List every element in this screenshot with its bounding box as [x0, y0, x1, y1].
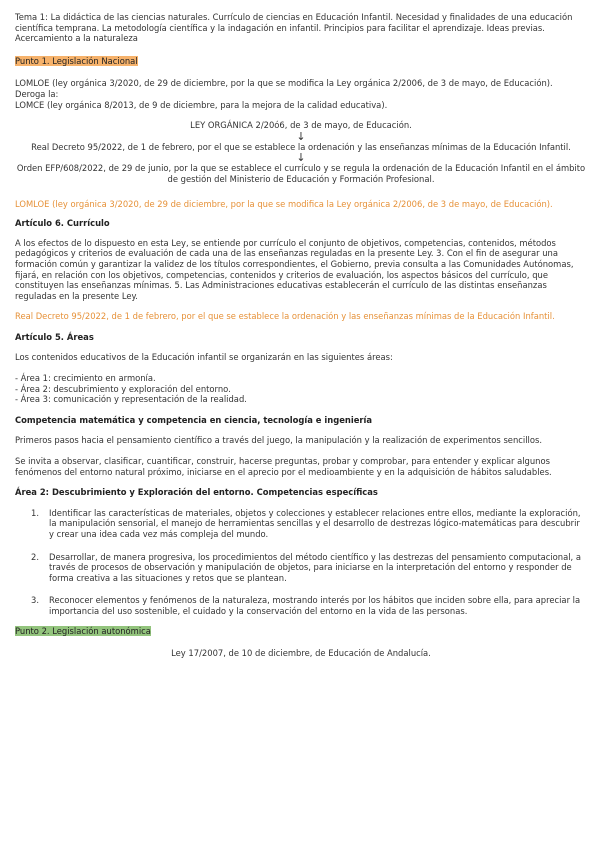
real-decreto-95-2022: Real Decreto 95/2022, de 1 de febrero, por el que se establece la ordenación y las enseñanzas mínimas de la Educación Infantil.: [31, 141, 571, 152]
lomloe-line: LOMLOE (ley orgánica 3/2020, de 29 de diciembre, por la que se modifica la Ley orgánica 2/2006, de 3 de mayo, de Educación).: [15, 78, 553, 89]
ley-17-2007: Ley 17/2007, de 10 de diciembre, de Educación de Andalucía.: [171, 648, 431, 659]
list-item: [15, 552, 583, 584]
section-heading-punto-1: Punto 1. Legislación Nacional: [15, 55, 138, 66]
lomce-line: LOMCE (ley orgánica 8/2013, de 9 de diciembre, para la mejora de la calidad educativa).: [15, 99, 388, 110]
real-decreto-orange-heading: Real Decreto 95/2022, de 1 de febrero, por el que se establece la ordenación y las enseñanzas mínimas de la Educación Infantil.: [15, 311, 555, 322]
areas-list: [15, 373, 587, 405]
list-item: - Área 3: comunicación y representación de la realidad.: [15, 394, 247, 405]
list-number: 3.: [31, 595, 39, 606]
list-item: - Área 1: crecimiento en armonía.: [15, 373, 156, 384]
list-item: - Área 2: descubrimiento y exploración del entorno.: [15, 383, 231, 394]
competencias-list: [15, 508, 587, 617]
intro-paragraph: Tema 1: La didáctica de las ciencias naturales. Currículo de ciencias en Educación Infantil. Necesidad y finalidades de una educación científica temprana. La metodología científica y la indagación en infantil. Principios para facilitar el aprendizaje. Ideas previas. Acercamiento a la naturaleza: [15, 12, 573, 44]
deroga-line: Deroga la:: [15, 88, 59, 99]
section-heading-punto-2: Punto 2. Legislación autonómica: [15, 625, 151, 636]
articulo-5-title: Artículo 5. Áreas: [15, 331, 94, 342]
list-text: Reconocer elementos y fenómenos de la naturaleza, mostrando interés por los hábitos que inciden sobre ella, para apreciar la importancia del uso sostenible, el cuidado y la conservación del entorno en la vida de las personas.: [49, 595, 581, 616]
competencia-title: Competencia matemática y competencia en ciencia, tecnología e ingeniería: [15, 414, 373, 425]
competencia-paragraph-1: Primeros pasos hacia el pensamiento científico a través del juego, la manipulación y la realización de experimentos sencillos.: [15, 435, 543, 446]
list-number: 1.: [31, 507, 39, 518]
area-2-title: Área 2: Descubrimiento y Exploración del entorno. Competencias específicas: [15, 487, 378, 498]
articulo-6-body: A los efectos de lo dispuesto en esta Ley, se entiende por currículo el conjunto de objetivos, competencias, contenidos, métodos pedagógicos y criterios de evaluación de cada una de las enseñanzas reguladas en la presente Ley. 3. Con el fin de asegurar una formación común y garantizar la validez de los títulos correspondientes, el Gobierno, previa consulta a las Comunidades Autónomas, fijará, en relación con los objetivos, competencias, contenidos y criterios de evaluación, los aspectos básicos del currículo, que constituyen las enseñanzas mínimas. 5. Las Administraciones educativas establecerán el currículo de las distintas enseñanzas reguladas en la presente Ley.: [15, 237, 574, 301]
list-item: [15, 508, 583, 540]
competencia-paragraph-2: Se invita a observar, clasificar, cuantificar, construir, hacerse preguntas, probar y comprobar, para entender y explicar algunos fenómenos del entorno natural próximo, iniciarse en el aprecio por el medioambiente y en la adquisición de hábitos saludables.: [15, 456, 552, 477]
list-text: Desarrollar, de manera progresiva, los procedimientos del método científico y las destrezas del pensamiento computacional, a través de procesos de observación y manipulación de objetos, para iniciarse en la interpretación del entorno y responder de forma creativa a las situaciones y retos que se plantean.: [49, 551, 582, 583]
down-arrow-icon: ↓: [296, 129, 306, 143]
down-arrow-icon: ↓: [296, 151, 306, 165]
lomloe-orange-heading: LOMLOE (ley orgánica 3/2020, de 29 de diciembre, por la que se modifica la Ley orgánica 2/2006, de 3 de mayo, de Educación).: [15, 198, 553, 209]
articulo-6-title: Artículo 6. Currículo: [15, 218, 110, 229]
ley-organica-2006: LEY ORGÁNICA 2/20ó6, de 3 de mayo, de Educación.: [190, 120, 412, 131]
list-item: [15, 595, 583, 616]
orden-efp-608-2022: Orden EFP/608/2022, de 29 de junio, por la que se establece el currículo y se regula la ordenación de la Educación Infantil en el ámbito de gestión del Ministerio de Educación y Formación Profesional.: [16, 163, 586, 184]
document-page: [15, 12, 587, 659]
list-number: 2.: [31, 551, 39, 562]
articulo-5-intro: Los contenidos educativos de la Educación infantil se organizarán en las siguientes áreas:: [15, 352, 393, 363]
list-text: Identificar las características de materiales, objetos y colecciones y establecer relaciones entre ellos, mediante la exploración, la manipulación sensorial, el manejo de herramientas sencillas y el desarrollo de destrezas lógico-matemáticas para descubrir y crear una idea cada vez más compleja del mundo.: [49, 507, 581, 539]
